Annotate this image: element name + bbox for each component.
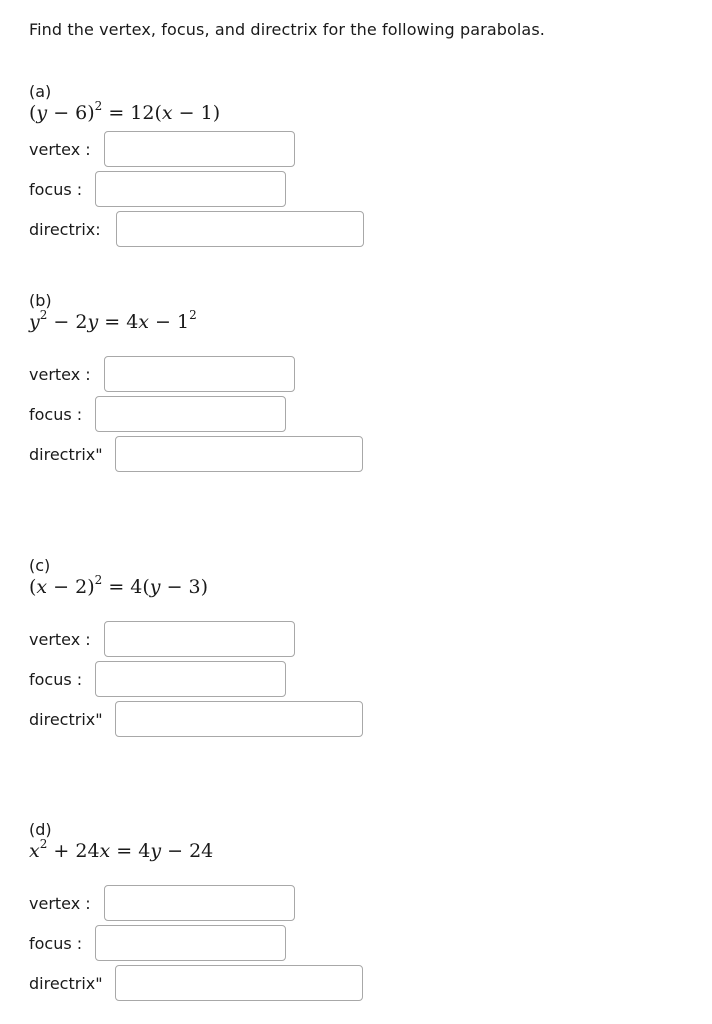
part-a-directrix-row [29, 210, 101, 248]
vertex-label: vertex : [29, 893, 91, 913]
part-d-vertex-input[interactable] [104, 885, 295, 921]
part-b-vertex-row [29, 355, 91, 393]
part-d-directrix-row [29, 964, 103, 1002]
focus-label: focus : [29, 669, 83, 689]
directrix-label: directrix" [29, 709, 103, 729]
vertex-label: vertex : [29, 139, 91, 159]
part-c-directrix-row [29, 700, 103, 738]
instructions-text: Find the vertex, focus, and directrix for the following parabolas. [29, 20, 545, 39]
part-c-label: (c) [29, 556, 51, 575]
focus-label: focus : [29, 179, 83, 199]
part-a-focus-input[interactable] [95, 171, 286, 207]
vertex-label: vertex : [29, 364, 91, 384]
focus-label: focus : [29, 933, 83, 953]
part-d-directrix-input[interactable] [115, 965, 363, 1001]
directrix-label: directrix" [29, 444, 103, 464]
vertex-label: vertex : [29, 629, 91, 649]
part-c-focus-row [29, 660, 82, 698]
part-c-vertex-input[interactable] [104, 621, 295, 657]
part-a-directrix-input[interactable] [116, 211, 364, 247]
part-a-label: (a) [29, 82, 52, 101]
part-d-label: (d) [29, 820, 52, 839]
part-c-equation: $(x - 2)^2 = 4(y - 3)$ [29, 573, 209, 598]
focus-label: focus : [29, 404, 83, 424]
directrix-label: directrix: [29, 219, 101, 239]
part-c-directrix-input[interactable] [115, 701, 363, 737]
part-c-vertex-row [29, 620, 91, 658]
part-a-vertex-row [29, 130, 91, 168]
directrix-label: directrix" [29, 973, 103, 993]
part-d-vertex-row [29, 884, 91, 922]
part-b-directrix-input[interactable] [115, 436, 363, 472]
part-d-focus-row [29, 924, 82, 962]
part-a-focus-row [29, 170, 82, 208]
part-c-focus-input[interactable] [95, 661, 286, 697]
part-b-focus-row [29, 395, 82, 433]
part-b-directrix-row [29, 435, 103, 473]
part-b-focus-input[interactable] [95, 396, 286, 432]
part-a-vertex-input[interactable] [104, 131, 295, 167]
part-b-equation: $y^2 - 2y = 4x - 1^2$ [29, 308, 197, 333]
part-b-vertex-input[interactable] [104, 356, 295, 392]
part-a-equation: $(y - 6)^2 = 12(x - 1)$ [29, 99, 221, 124]
part-d-focus-input[interactable] [95, 925, 286, 961]
part-b-label: (b) [29, 291, 52, 310]
part-d-equation: $x^2 + 24x = 4y - 24$ [29, 837, 214, 862]
